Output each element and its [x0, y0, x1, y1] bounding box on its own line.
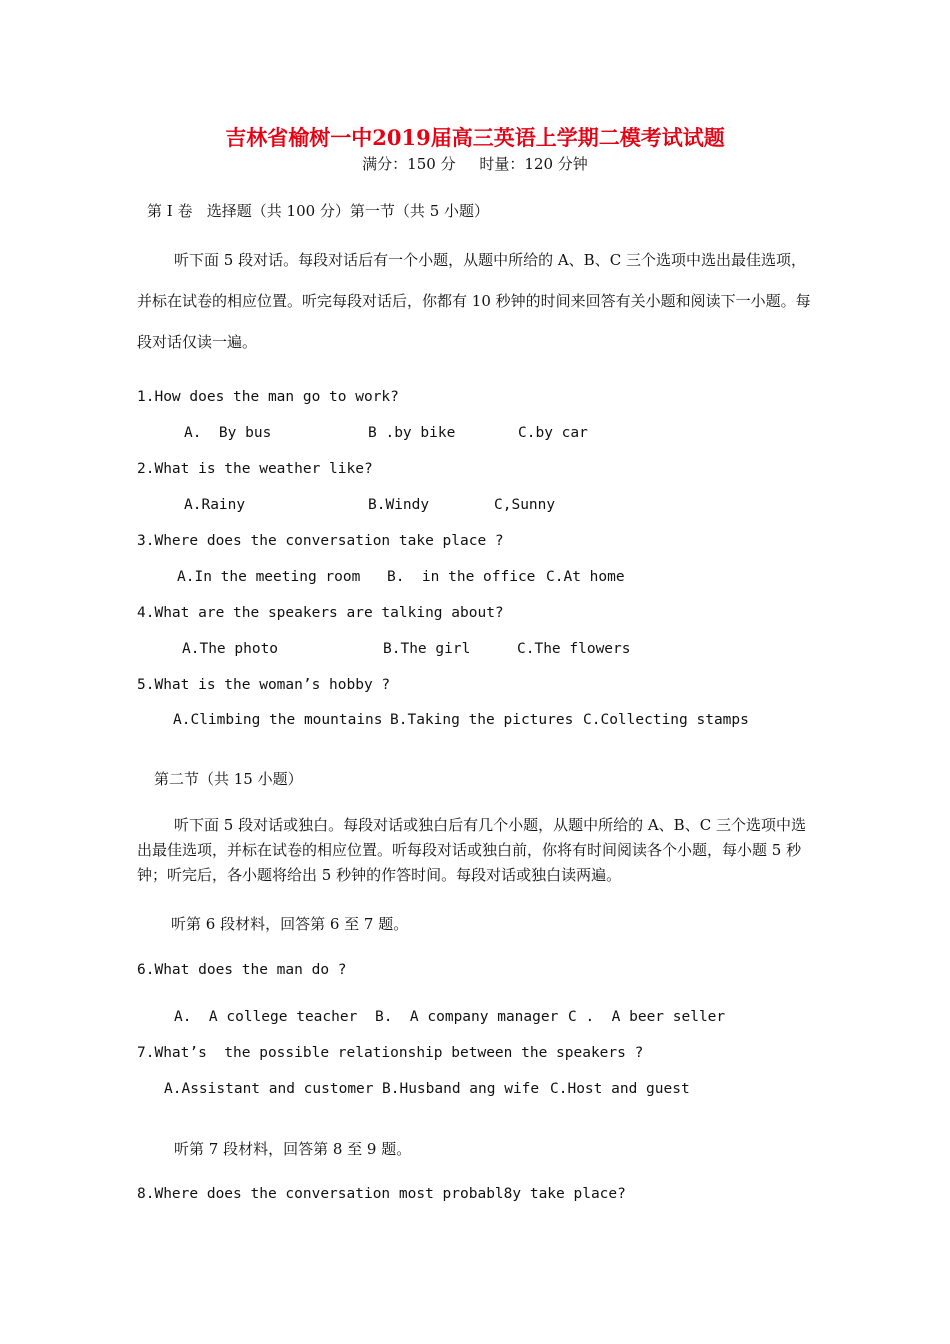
question-3-option-a: A.In the meeting room — [177, 569, 361, 585]
question-3-option-c: C.At home — [546, 569, 625, 585]
section1-instructions: 听下面 5 段对话。每段对话后有一个小题，从题中所给的 A、B、C 三个选项中选出最佳选项，并标在试卷的相应位置。听完每段对话后，你都有 10 秒钟的时间来回答有关小题和阅读下一小题。每段对话仅读一遍。 — [137, 251, 811, 351]
question-2-stem: 2.What is the weather like? — [137, 461, 373, 477]
question-5-option-b: B.Taking the pictures — [390, 712, 574, 728]
section2-instructions: 听下面 5 段对话或独白。每段对话或独白后有几个小题，从题中所给的 A、B、C 三个选项中选出最佳选项，并标在试卷的相应位置。听每段对话或独白前，你将有时间阅读各个小题，每小题 5 秒钟；听完后，各小题将给出 5 秒钟的作答时间。每段对话或独白读两遍。 — [137, 816, 806, 884]
question-2-option-c: C,Sunny — [494, 497, 556, 513]
page-title: 吉林省榆树一中2019届高三英语上学期二模考试试题 — [225, 125, 725, 150]
material-7-instruction: 听第 7 段材料，回答第 8 至 9 题。 — [174, 1140, 412, 1158]
question-8-stem: 8.Where does the conversation most probabl8y take place? — [137, 1186, 626, 1202]
question-1-option-b: B .by bike — [368, 425, 456, 441]
question-7-option-b: B.Husband ang wife — [382, 1081, 540, 1097]
question-6-option-c: C . A beer seller — [568, 1009, 726, 1025]
question-5-option-c: C.Collecting stamps — [583, 712, 749, 728]
question-2-option-b: B.Windy — [368, 497, 430, 513]
question-1-option-a: A. By bus — [184, 425, 272, 441]
question-6-option-b: B. A company manager — [375, 1009, 559, 1025]
question-5-option-a: A.Climbing the mountains — [173, 712, 383, 728]
question-1-stem: 1.How does the man go to work? — [137, 389, 399, 405]
question-4-option-b: B.The girl — [383, 641, 471, 657]
section1-header: 第 I 卷 选择题（共 100 分）第一节（共 5 小题） — [147, 202, 490, 220]
score-time-info: 满分：150 分 时量：120 分钟 — [362, 155, 588, 173]
question-7-stem: 7.What’s the possible relationship between the speakers ? — [137, 1045, 644, 1061]
section2-header: 第二节（共 15 小题） — [154, 770, 303, 788]
question-6-option-a: A. A college teacher — [174, 1009, 358, 1025]
question-7-option-c: C.Host and guest — [550, 1081, 690, 1097]
question-3-stem: 3.Where does the conversation take place ? — [137, 533, 504, 549]
question-4-stem: 4.What are the speakers are talking about? — [137, 605, 504, 621]
question-7-option-a: A.Assistant and customer — [164, 1081, 374, 1097]
question-6-stem: 6.What does the man do ? — [137, 962, 347, 978]
question-3-option-b: B. in the office — [387, 569, 536, 585]
question-4-option-c: C.The flowers — [517, 641, 631, 657]
question-4-option-a: A.The photo — [182, 641, 279, 657]
question-5-stem: 5.What is the woman’s hobby ? — [137, 677, 391, 693]
question-1-option-c: C.by car — [518, 425, 588, 441]
material-6-instruction: 听第 6 段材料，回答第 6 至 7 题。 — [171, 915, 409, 933]
question-2-option-a: A.Rainy — [184, 497, 246, 513]
